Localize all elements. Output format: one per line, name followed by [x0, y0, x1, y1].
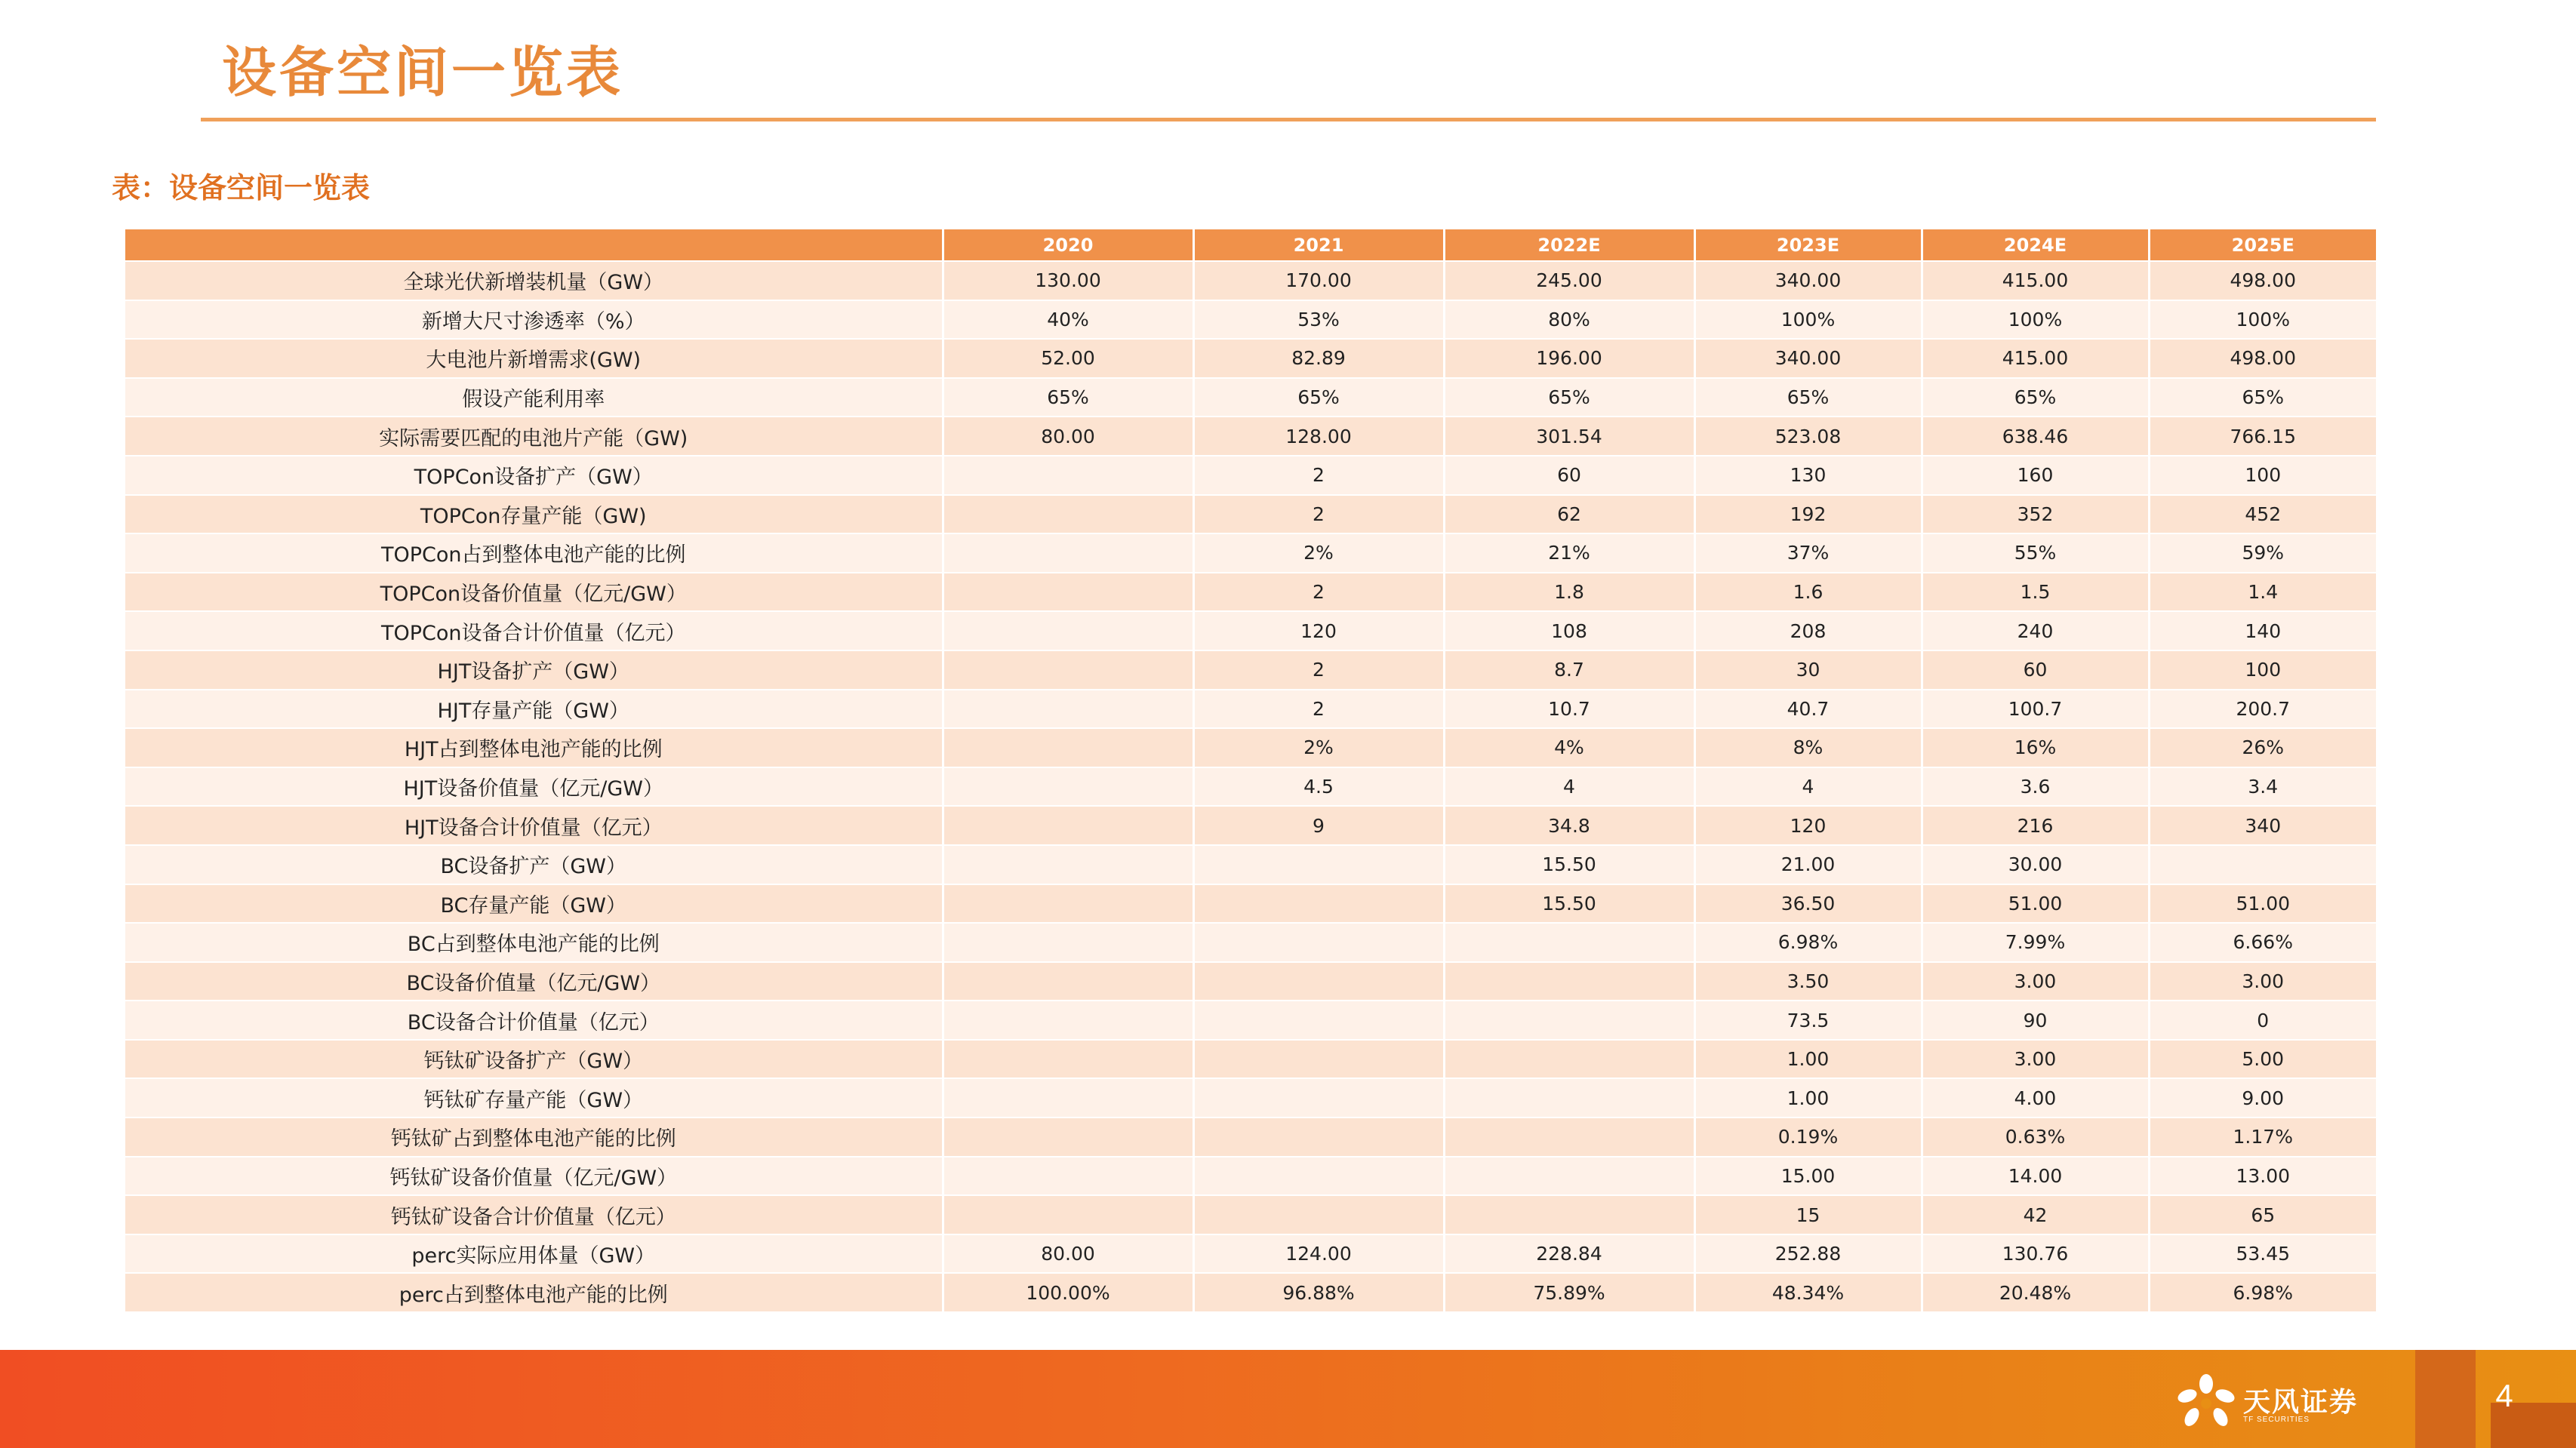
table-cell: 8.7	[1444, 650, 1694, 690]
table-cell: 6.98%	[1694, 923, 1922, 962]
row-label: TOPCon设备价值量（亿元/GW）	[125, 573, 943, 612]
table-cell: 100%	[1922, 300, 2149, 340]
table-row	[125, 962, 2376, 1001]
table-cell	[1193, 1157, 1444, 1196]
row-label: 实际需要匹配的电池片产能（GW)	[125, 417, 943, 456]
table-cell: 100%	[2149, 300, 2376, 340]
table-cell: 16%	[1922, 728, 2149, 767]
table-cell: 15.50	[1444, 845, 1694, 884]
table-row	[125, 261, 2376, 300]
table-cell: 5.00	[2149, 1040, 2376, 1079]
table-cell	[943, 845, 1193, 884]
table-container	[125, 229, 2376, 1313]
table-row	[125, 806, 2376, 845]
table-cell	[943, 690, 1193, 729]
table-cell: 1.6	[1694, 573, 1922, 612]
table-cell	[943, 573, 1193, 612]
table-cell: 130.00	[943, 261, 1193, 300]
row-label: TOPCon存量产能（GW)	[125, 495, 943, 534]
table-cell	[943, 767, 1193, 807]
table-row	[125, 767, 2376, 807]
table-row	[125, 611, 2376, 650]
table-cell: 3.4	[2149, 767, 2376, 807]
table-cell	[1193, 1118, 1444, 1157]
table-cell: 2%	[1193, 728, 1444, 767]
company-logo	[2174, 1373, 2362, 1431]
table-cell: 3.00	[2149, 962, 2376, 1001]
table-cell: 90	[1922, 1001, 2149, 1040]
table-row	[125, 1078, 2376, 1118]
table-cell: 128.00	[1193, 417, 1444, 456]
table-row	[125, 884, 2376, 924]
table-cell	[1444, 1001, 1694, 1040]
table-cell: 340	[2149, 806, 2376, 845]
row-label: HJT设备扩产（GW）	[125, 650, 943, 690]
table-row	[125, 573, 2376, 612]
table-cell	[1444, 1157, 1694, 1196]
table-cell: 1.17%	[2149, 1118, 2376, 1157]
table-cell	[943, 1001, 1193, 1040]
table-cell: 130	[1694, 456, 1922, 495]
table-cell	[943, 495, 1193, 534]
table-row	[125, 533, 2376, 573]
table-cell: 200.7	[2149, 690, 2376, 729]
table-cell: 8%	[1694, 728, 1922, 767]
row-label: 钙钛矿设备合计价值量（亿元）	[125, 1195, 943, 1234]
row-label: 钙钛矿占到整体电池产能的比例	[125, 1118, 943, 1157]
table-cell	[1444, 962, 1694, 1001]
table-cell: 0	[2149, 1001, 2376, 1040]
table-cell: 0.19%	[1694, 1118, 1922, 1157]
table-cell: 240	[1922, 611, 2149, 650]
table-cell: 13.00	[2149, 1157, 2376, 1196]
table-cell: 3.50	[1694, 962, 1922, 1001]
table-cell: 523.08	[1694, 417, 1922, 456]
table-cell	[943, 1040, 1193, 1079]
footer-accent-block	[2415, 1350, 2476, 1448]
table-cell: 80.00	[943, 1234, 1193, 1274]
table-cell: 1.4	[2149, 573, 2376, 612]
table-cell	[1444, 1118, 1694, 1157]
table-cell: 352	[1922, 495, 2149, 534]
table-cell: 2	[1193, 690, 1444, 729]
row-label: HJT设备价值量（亿元/GW）	[125, 767, 943, 807]
table-cell	[943, 884, 1193, 924]
row-label: 全球光伏新增装机量（GW）	[125, 261, 943, 300]
table-cell: 228.84	[1444, 1234, 1694, 1274]
logo-subtitle: TF SECURITIES	[2243, 1416, 2310, 1424]
table-cell: 216	[1922, 806, 2149, 845]
table-cell: 498.00	[2149, 261, 2376, 300]
table-cell	[943, 923, 1193, 962]
table-cell: 301.54	[1444, 417, 1694, 456]
table-cell: 2	[1193, 650, 1444, 690]
table-cell: 65%	[1694, 378, 1922, 417]
table-cell: 40%	[943, 300, 1193, 340]
table-cell	[1444, 1078, 1694, 1118]
table-cell: 4.5	[1193, 767, 1444, 807]
table-cell: 3.00	[1922, 962, 2149, 1001]
table-cell: 160	[1922, 456, 2149, 495]
table-cell: 51.00	[1922, 884, 2149, 924]
row-label: 钙钛矿设备扩产（GW）	[125, 1040, 943, 1079]
table-cell: 30.00	[1922, 845, 2149, 884]
table-row	[125, 845, 2376, 884]
table-cell: 245.00	[1444, 261, 1694, 300]
table-cell: 75.89%	[1444, 1273, 1694, 1312]
table-row	[125, 456, 2376, 495]
table-cell: 2%	[1193, 533, 1444, 573]
table-cell	[943, 728, 1193, 767]
table-cell	[943, 1157, 1193, 1196]
table-cell: 48.34%	[1694, 1273, 1922, 1312]
table-row	[125, 1234, 2376, 1274]
table-cell	[943, 456, 1193, 495]
table-cell: 1.5	[1922, 573, 2149, 612]
table-cell	[1193, 1040, 1444, 1079]
table-cell: 170.00	[1193, 261, 1444, 300]
logo-name: 天风证券	[2243, 1387, 2359, 1418]
table-cell	[1193, 1078, 1444, 1118]
table-cell: 30	[1694, 650, 1922, 690]
row-label: BC设备合计价值量（亿元）	[125, 1001, 943, 1040]
table-cell: 340.00	[1694, 339, 1922, 378]
table-cell: 2	[1193, 456, 1444, 495]
header-cell-year: 2025E	[2149, 229, 2376, 261]
row-label: 假设产能利用率	[125, 378, 943, 417]
table-row	[125, 339, 2376, 378]
table-cell: 252.88	[1694, 1234, 1922, 1274]
table-cell	[943, 806, 1193, 845]
row-label: perc占到整体电池产能的比例	[125, 1273, 943, 1312]
table-cell	[1193, 923, 1444, 962]
table-cell	[943, 650, 1193, 690]
table-cell: 15	[1694, 1195, 1922, 1234]
table-cell: 140	[2149, 611, 2376, 650]
table-cell: 196.00	[1444, 339, 1694, 378]
table-cell: 4.00	[1922, 1078, 2149, 1118]
table-cell: 60	[1922, 650, 2149, 690]
table-cell: 100	[2149, 456, 2376, 495]
header-cell-year: 2024E	[1922, 229, 2149, 261]
table-cell: 9	[1193, 806, 1444, 845]
table-cell: 6.66%	[2149, 923, 2376, 962]
table-cell: 3.00	[1922, 1040, 2149, 1079]
row-label: 新增大尺寸渗透率（%）	[125, 300, 943, 340]
table-cell: 3.6	[1922, 767, 2149, 807]
table-cell	[1444, 1195, 1694, 1234]
row-label: 大电池片新增需求(GW)	[125, 339, 943, 378]
table-cell: 100	[2149, 650, 2376, 690]
table-row	[125, 378, 2376, 417]
table-cell: 452	[2149, 495, 2376, 534]
table-cell	[2149, 845, 2376, 884]
table-cell: 100.7	[1922, 690, 2149, 729]
table-row	[125, 923, 2376, 962]
table-cell: 108	[1444, 611, 1694, 650]
table-cell: 51.00	[2149, 884, 2376, 924]
row-label: BC存量产能（GW）	[125, 884, 943, 924]
table-cell	[1444, 1040, 1694, 1079]
row-label: TOPCon设备扩产（GW）	[125, 456, 943, 495]
row-label: 钙钛矿设备价值量（亿元/GW）	[125, 1157, 943, 1196]
table-cell: 15.50	[1444, 884, 1694, 924]
table-row	[125, 690, 2376, 729]
table-cell: 4	[1444, 767, 1694, 807]
table-cell: 65	[2149, 1195, 2376, 1234]
table-cell: 60	[1444, 456, 1694, 495]
row-label: perc实际应用体量（GW）	[125, 1234, 943, 1274]
table-cell	[943, 962, 1193, 1001]
table-cell	[1193, 884, 1444, 924]
table-cell: 42	[1922, 1195, 2149, 1234]
table-row	[125, 495, 2376, 534]
table-cell: 96.88%	[1193, 1273, 1444, 1312]
table-cell: 53.45	[2149, 1234, 2376, 1274]
table-cell: 37%	[1694, 533, 1922, 573]
table-cell: 21.00	[1694, 845, 1922, 884]
row-label: HJT存量产能（GW）	[125, 690, 943, 729]
header-cell-year: 2022E	[1444, 229, 1694, 261]
equipment-space-table	[125, 229, 2376, 1313]
table-cell: 65%	[1193, 378, 1444, 417]
table-cell: 100.00%	[943, 1273, 1193, 1312]
table-cell: 638.46	[1922, 417, 2149, 456]
row-label: BC设备价值量（亿元/GW）	[125, 962, 943, 1001]
table-row	[125, 1118, 2376, 1157]
table-cell	[1193, 845, 1444, 884]
table-row	[125, 417, 2376, 456]
table-row	[125, 1195, 2376, 1234]
table-cell	[1193, 1195, 1444, 1234]
page-title: 设备空间一览表	[222, 41, 624, 104]
header-cell-year: 2021	[1193, 229, 1444, 261]
table-cell: 20.48%	[1922, 1273, 2149, 1312]
table-cell: 34.8	[1444, 806, 1694, 845]
table-cell: 80.00	[943, 417, 1193, 456]
table-cell: 26%	[2149, 728, 2376, 767]
table-cell: 14.00	[1922, 1157, 2149, 1196]
table-cell: 65%	[2149, 378, 2376, 417]
table-cell: 36.50	[1694, 884, 1922, 924]
tf-flower-logo-icon	[2174, 1373, 2239, 1431]
table-cell	[943, 533, 1193, 573]
table-cell: 21%	[1444, 533, 1694, 573]
table-cell: 208	[1694, 611, 1922, 650]
table-cell: 65%	[943, 378, 1193, 417]
row-label: HJT设备合计价值量（亿元）	[125, 806, 943, 845]
table-cell	[1193, 1001, 1444, 1040]
page-number: 4	[2495, 1378, 2513, 1413]
table-cell: 124.00	[1193, 1234, 1444, 1274]
table-cell: 100%	[1694, 300, 1922, 340]
table-cell: 498.00	[2149, 339, 2376, 378]
table-cell: 52.00	[943, 339, 1193, 378]
table-header-row	[125, 229, 2376, 261]
table-cell: 415.00	[1922, 339, 2149, 378]
table-cell: 340.00	[1694, 261, 1922, 300]
table-cell: 82.89	[1193, 339, 1444, 378]
header-cell-year: 2020	[943, 229, 1193, 261]
title-divider	[201, 118, 2376, 121]
table-cell: 192	[1694, 495, 1922, 534]
table-body	[125, 261, 2376, 1312]
table-cell: 7.99%	[1922, 923, 2149, 962]
table-cell: 766.15	[2149, 417, 2376, 456]
table-cell: 120	[1694, 806, 1922, 845]
table-cell: 59%	[2149, 533, 2376, 573]
row-label: 钙钛矿存量产能（GW）	[125, 1078, 943, 1118]
table-cell	[1193, 962, 1444, 1001]
table-cell: 2	[1193, 495, 1444, 534]
table-cell	[943, 1078, 1193, 1118]
table-row	[125, 300, 2376, 340]
table-cell: 1.00	[1694, 1040, 1922, 1079]
table-cell: 9.00	[2149, 1078, 2376, 1118]
row-label: TOPCon设备合计价值量（亿元）	[125, 611, 943, 650]
table-cell	[1444, 923, 1694, 962]
table-cell: 4	[1694, 767, 1922, 807]
table-cell: 6.98%	[2149, 1273, 2376, 1312]
table-row	[125, 650, 2376, 690]
table-cell: 80%	[1444, 300, 1694, 340]
row-label: HJT占到整体电池产能的比例	[125, 728, 943, 767]
table-row	[125, 1001, 2376, 1040]
table-cell	[943, 611, 1193, 650]
table-row	[125, 1273, 2376, 1312]
row-label: TOPCon占到整体电池产能的比例	[125, 533, 943, 573]
table-caption: 表：设备空间一览表	[112, 171, 371, 204]
table-cell: 65%	[1444, 378, 1694, 417]
table-cell: 55%	[1922, 533, 2149, 573]
row-label: BC设备扩产（GW）	[125, 845, 943, 884]
table-cell	[943, 1118, 1193, 1157]
header-cell-year: 2023E	[1694, 229, 1922, 261]
table-cell: 130.76	[1922, 1234, 2149, 1274]
table-cell: 65%	[1922, 378, 2149, 417]
table-cell: 415.00	[1922, 261, 2149, 300]
table-cell: 10.7	[1444, 690, 1694, 729]
table-cell: 1.8	[1444, 573, 1694, 612]
table-cell: 0.63%	[1922, 1118, 2149, 1157]
table-cell: 40.7	[1694, 690, 1922, 729]
table-cell: 1.00	[1694, 1078, 1922, 1118]
row-label: BC占到整体电池产能的比例	[125, 923, 943, 962]
table-cell: 73.5	[1694, 1001, 1922, 1040]
table-cell: 2	[1193, 573, 1444, 612]
table-row	[125, 1040, 2376, 1079]
table-row	[125, 1157, 2376, 1196]
table-cell: 120	[1193, 611, 1444, 650]
table-row	[125, 728, 2376, 767]
table-cell: 62	[1444, 495, 1694, 534]
table-cell	[943, 1195, 1193, 1234]
table-cell: 53%	[1193, 300, 1444, 340]
table-cell: 15.00	[1694, 1157, 1922, 1196]
header-cell-label	[125, 229, 943, 261]
table-cell: 4%	[1444, 728, 1694, 767]
